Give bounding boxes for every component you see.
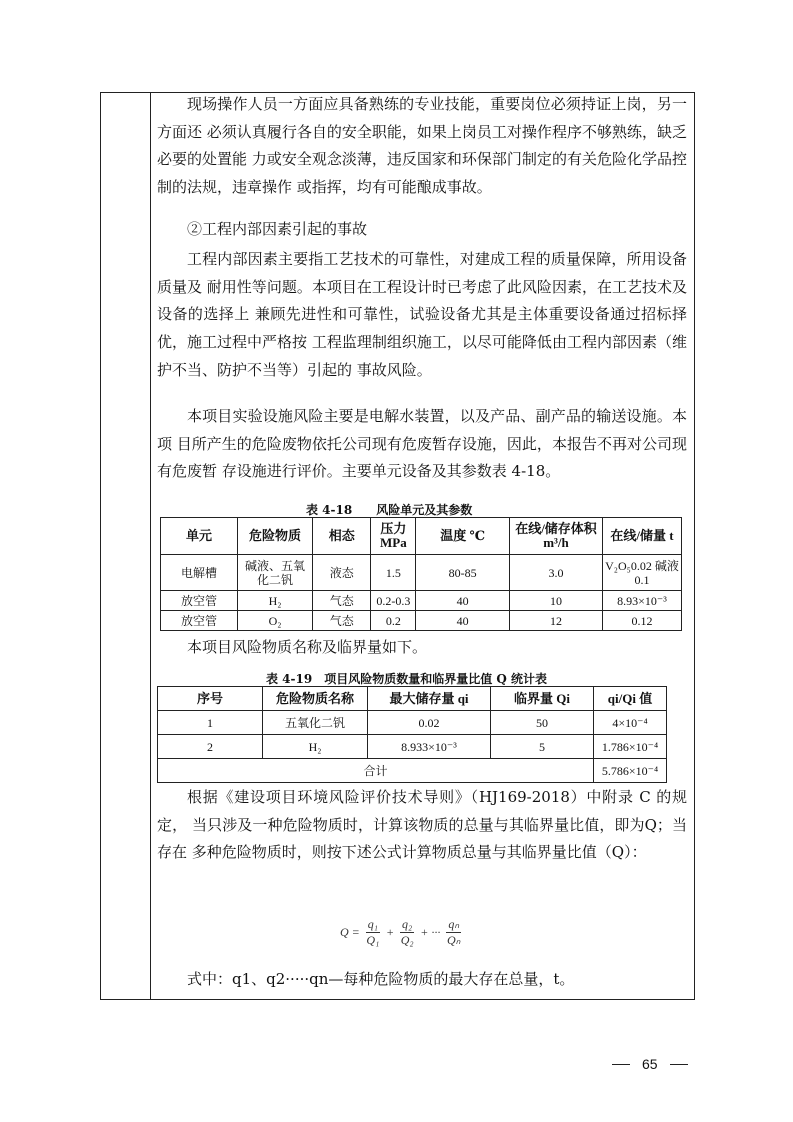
col-substance-name: 危险物质名称 xyxy=(263,687,368,711)
section-heading: ②工程内部因素引起的事故 xyxy=(187,220,368,238)
paragraph-legend: 式中：q1、q2·····qn—每种危险物质的最大存在总量，t。 xyxy=(187,970,575,988)
table1-caption: 表 4-18 风险单元及其参数 xyxy=(306,503,473,517)
formula-term-2: $\frac{\text{q₂}}{\text{Q₂}}$ xyxy=(400,917,414,947)
risk-unit-table xyxy=(160,517,682,631)
table-total-row xyxy=(158,759,667,783)
cell: 液态 xyxy=(313,555,371,591)
table-header-row xyxy=(161,518,682,555)
cell: 五氧化二钒 xyxy=(263,711,368,735)
formula-lhs: Q = xyxy=(340,925,360,939)
q-formula xyxy=(340,917,461,948)
cell: 1 xyxy=(158,711,263,735)
frame-divider xyxy=(150,92,151,1000)
dash-right xyxy=(670,1064,688,1065)
cell: 碱液、五氧化二钒 xyxy=(238,555,313,591)
cell: 0.12 xyxy=(603,611,682,631)
cell: 50 xyxy=(491,711,594,735)
total-label: 合计 xyxy=(158,759,594,783)
table-row xyxy=(161,555,682,591)
formula-dots: + ··· xyxy=(420,925,441,939)
formula-plus: + xyxy=(385,925,395,939)
table-row xyxy=(161,591,682,611)
cell: 8.93×10⁻³ xyxy=(603,591,682,611)
cell: 12 xyxy=(510,611,603,631)
col-volume: 在线/储存体积m³/h xyxy=(510,518,603,555)
cell: 5 xyxy=(491,735,594,759)
cell: 10 xyxy=(510,591,603,611)
table-row xyxy=(161,611,682,631)
cell: 1.5 xyxy=(371,555,416,591)
cell: V₂O₅0.02 碱液 0.1 xyxy=(603,555,682,591)
cell: 40 xyxy=(416,611,510,631)
col-unit: 单元 xyxy=(161,518,238,555)
cell: 0.2-0.3 xyxy=(371,591,416,611)
formula-term-1: $\frac{\text{q₁}}{\text{Q₁}}$ xyxy=(366,917,380,947)
cell: 2 xyxy=(158,735,263,759)
cell: 80-85 xyxy=(416,555,510,591)
cell: 气态 xyxy=(313,611,371,631)
cell: 8.933×10⁻³ xyxy=(368,735,491,759)
col-index: 序号 xyxy=(158,687,263,711)
page-number xyxy=(612,1056,688,1072)
paragraph-facilities: 本项目实验设施风险主要是电解水装置，以及产品、副产品的输送设施。本项 目所产生的危险废物依托公司现有危废暂存设施，因此，本报告不再对公司现有危废暂 存设施进行评价。主要单元设备及其参数表 4-18。 xyxy=(157,407,687,481)
cell: 40 xyxy=(416,591,510,611)
col-storage: 在线/储量 t xyxy=(603,518,682,555)
cell: 0.2 xyxy=(371,611,416,631)
formula-term-n: $\frac{\text{qₙ}}{\text{Qₙ}}$ xyxy=(446,917,461,947)
table-row xyxy=(158,711,667,735)
cell: 3.0 xyxy=(510,555,603,591)
page-number-text: 65 xyxy=(642,1056,658,1072)
cell: 4×10⁻⁴ xyxy=(594,711,667,735)
col-temperature: 温度 ℃ xyxy=(416,518,510,555)
table-row xyxy=(158,735,667,759)
cell: 气态 xyxy=(313,591,371,611)
table2-caption: 表 4-19 项目风险物质数量和临界量比值 Q 统计表 xyxy=(266,672,548,686)
q-ratio-table xyxy=(157,686,667,783)
cell: 1.786×10⁻⁴ xyxy=(594,735,667,759)
cell: 0.02 xyxy=(368,711,491,735)
paragraph-internal-factors: 工程内部因素主要指工艺技术的可靠性，对建成工程的质量保障，所用设备质量及 耐用性等问题。本项目在工程设计时已考虑了此风险因素，在工艺技术及设备的选择上 兼顾先进性和可靠性，试验设备尤其是主体重要设备通过招标择优，施工过程中严格按 工程监理制组织施工，以尽可能降低由工程内部因素（维护不当、防护不当等）引起的 事故风险。 xyxy=(157,250,687,379)
col-substance: 危险物质 xyxy=(238,518,313,555)
col-pressure: 压力MPa xyxy=(371,518,416,555)
total-value: 5.786×10⁻⁴ xyxy=(594,759,667,783)
cell: H₂ xyxy=(238,591,313,611)
col-max-storage: 最大储存量 qi xyxy=(368,687,491,711)
col-ratio: qi/Qi 值 xyxy=(594,687,667,711)
cell: H₂ xyxy=(263,735,368,759)
paragraph-staff: 现场操作人员一方面应具备熟练的专业技能，重要岗位必须持证上岗，另一方面还 必须认真履行各自的安全职能，如果上岗员工对操作程序不够熟练，缺乏必要的处置能 力或安全观念淡薄，违反国家和环保部门制定的有关危险化学品控制的法规，违章操作 或指挥，均有可能酿成事故。 xyxy=(157,95,687,197)
cell: 放空管 xyxy=(161,611,238,631)
cell: O₂ xyxy=(238,611,313,631)
col-threshold: 临界量 Qi xyxy=(491,687,594,711)
paragraph-substances: 本项目风险物质名称及临界量如下。 xyxy=(187,638,428,656)
col-phase: 相态 xyxy=(313,518,371,555)
paragraph-guideline: 根据《建设项目环境风险评价技术导则》（HJ169-2018）中附录 C 的规定， 当只涉及一种危险物质时，计算该物质的总量与其临界量比值，即为Q；当存在 多种危险物质时，则按下述公式计算物质总量与其临界量比值（Q）： xyxy=(157,788,687,862)
cell: 电解槽 xyxy=(161,555,238,591)
table-header-row xyxy=(158,687,667,711)
cell: 放空管 xyxy=(161,591,238,611)
dash-left xyxy=(612,1064,630,1065)
